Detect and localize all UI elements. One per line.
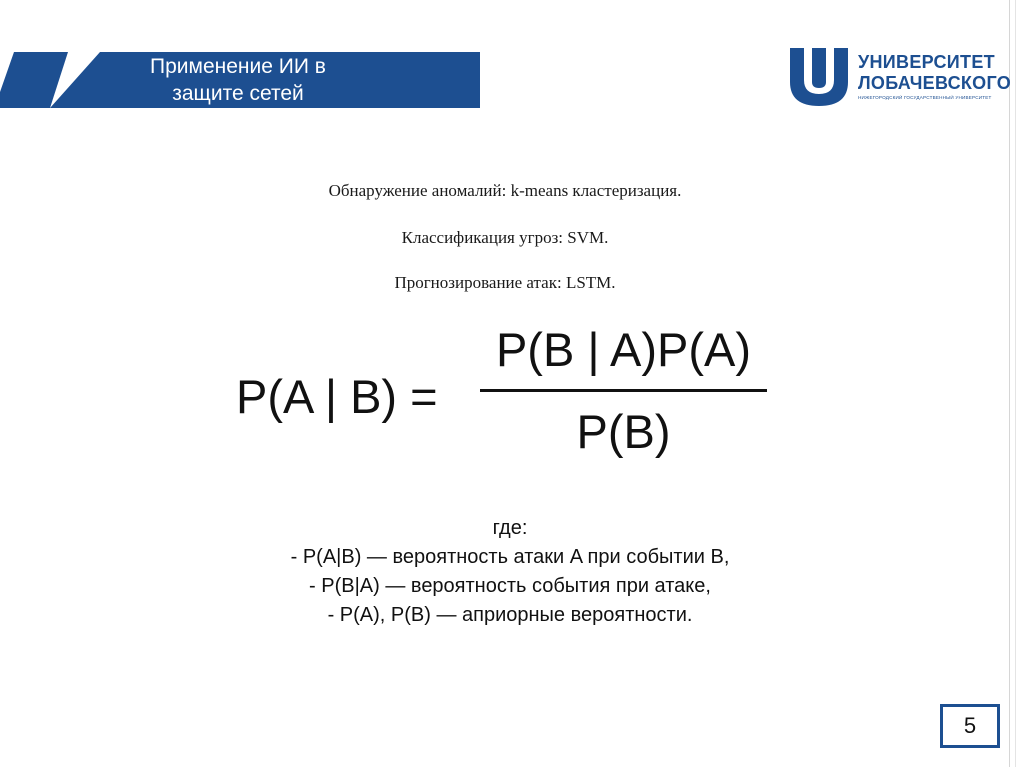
content-line-forecasting: Прогнозирование атак: LSTM. [394,273,616,292]
content-line-anomaly: Обнаружение аномалий: k-means кластеризация. [328,181,682,200]
university-subtitle: НИЖЕГОРОДСКИЙ ГОСУДАРСТВЕННЫЙ УНИВЕРСИТЕТ [858,95,992,100]
slide-title-line-2: защите сетей [172,82,304,105]
university-name-line-2: ЛОБАЧЕВСКОГО [858,73,1012,93]
formula-lhs: P(A | B) = [236,370,438,423]
formula-fraction-bar [480,389,767,392]
university-logo [786,44,1016,110]
slide-title-line-1: Применение ИИ в [150,55,326,78]
slide-title [118,52,358,108]
page-number: 5 [940,704,1000,748]
university-logo-icon [786,44,852,110]
university-name-line-1: УНИВЕРСИТЕТ [858,52,995,72]
title-banner [0,52,480,108]
formula-explanation [0,514,1020,630]
page-edge-shadow [1015,0,1016,767]
university-name [858,52,1011,94]
formula-denominator: P(B) [576,405,671,458]
explanation-heading: где: [492,517,528,539]
explanation-item: - P(A), P(B) — априорные вероятности. [327,604,693,626]
bayes-formula [236,320,776,470]
explanation-item: - P(B|A) — вероятность события при атаке, [309,575,711,597]
content-line-classification: Классификация угроз: SVM. [401,228,609,247]
explanation-item: - P(A|B) — вероятность атаки A при событии B, [290,546,730,568]
formula-numerator: P(B | A)P(A) [495,323,752,376]
page-edge-line [1009,0,1010,767]
